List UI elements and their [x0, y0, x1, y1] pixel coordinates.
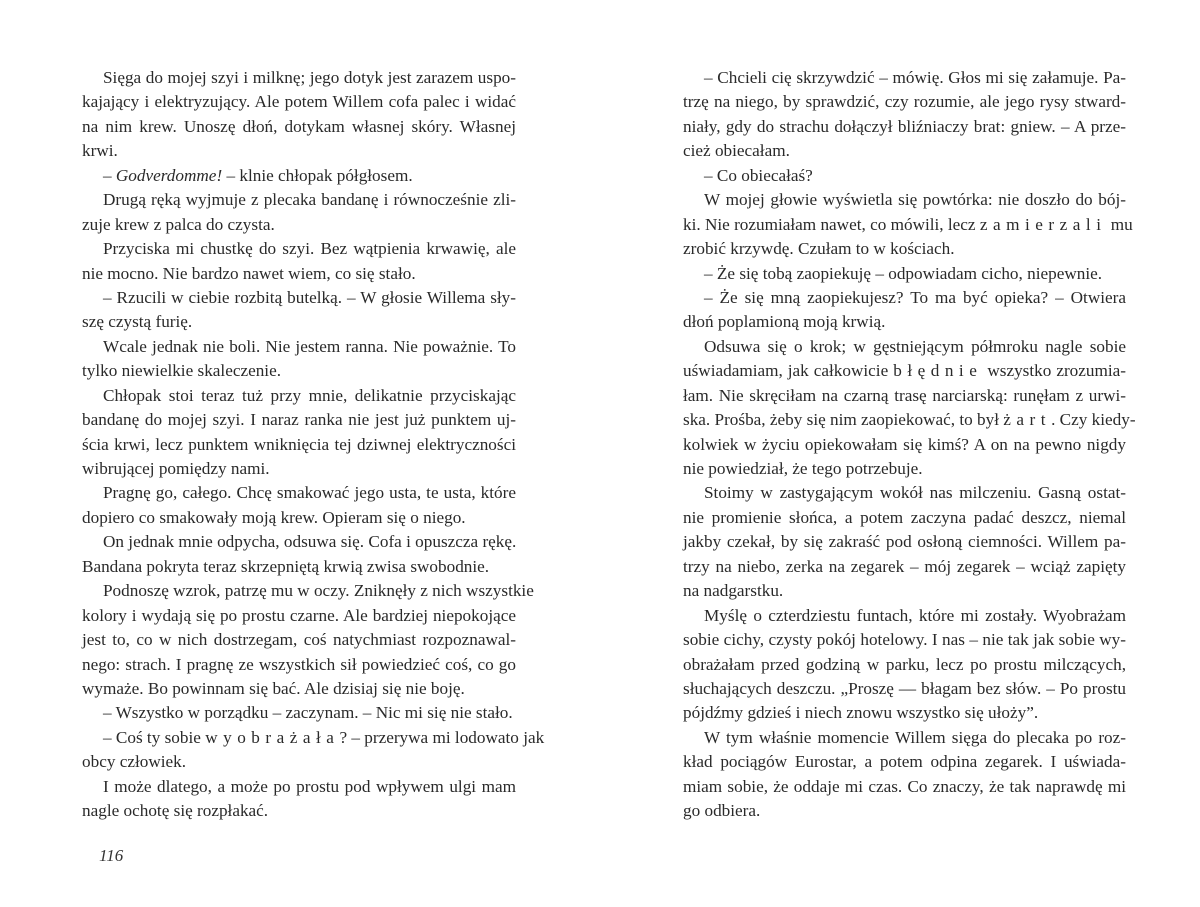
text-segment: kolory i wydają się po prostu czarne. Ale bardziej niepokojące: [82, 605, 516, 625]
text-segment: dłoń poplamioną moją krwią.: [683, 312, 886, 332]
text-line: [82, 677, 516, 701]
text-line: [82, 653, 516, 677]
text-segment: łam. Nie skręciłam na czarną trasę narciarską: runęłam z urwi-: [683, 385, 1126, 405]
text-segment: . Czy kiedy-: [1051, 410, 1136, 430]
text-line: [82, 530, 516, 554]
text-segment: słuchających deszczu. „Proszę — błagam bez słów. – Po prostu: [683, 678, 1126, 698]
text-segment: – Co obiecałaś?: [704, 165, 813, 185]
text-line: [82, 262, 516, 286]
text-segment: – Rzucili w ciebie rozbitą butelką. – W głosie Willema sły-: [103, 287, 516, 307]
text-line: [683, 310, 1126, 334]
spaced-emphasis-text: wyobrażała: [205, 727, 340, 747]
text-line: [683, 530, 1126, 554]
text-line: [82, 726, 545, 750]
text-segment: szę czystą furię.: [82, 312, 193, 332]
text-segment: – Chcieli cię skrzywdzić – mówię. Głos mi się załamuje. Pa-: [704, 68, 1126, 87]
text-segment: Przyciska mi chustkę do szyi. Bez wątpienia krwawię, ale: [103, 239, 516, 259]
text-segment: Chłopak stoi teraz tuż przy mnie, delikatnie przyciskając: [103, 385, 516, 405]
text-segment: kład pociągów Eurostar, a potem odpina zegarek. I uświada-: [683, 752, 1126, 772]
text-line: [82, 164, 516, 188]
text-line: [82, 359, 516, 383]
text-line: [82, 384, 516, 408]
text-line: [683, 481, 1126, 505]
text-segment: zuje krew z palca do czysta.: [82, 214, 275, 234]
text-line: [82, 335, 516, 359]
text-line: [82, 66, 516, 90]
text-segment: nego: strach. I pragnę ze wszystkich sił powiedzieć coś, co go: [82, 654, 516, 674]
text-line: [82, 628, 516, 652]
text-line: [683, 555, 1126, 579]
text-segment: Stoimy w zastygającym wokół nas milczeniu. Gasną ostat-: [704, 483, 1126, 503]
text-line: [82, 408, 516, 432]
text-segment: ? – przerywa mi lodowato jak: [339, 727, 545, 747]
text-segment: obrażałam przed godziną w parku, lecz po prostu milczących,: [683, 654, 1126, 674]
text-line: [683, 384, 1126, 408]
text-line: [683, 213, 1133, 237]
text-segment: – klnie chłopak półgłosem.: [222, 165, 413, 185]
text-segment: – Wszystko w porządku – zaczynam. – Nic mi się nie stało.: [103, 703, 513, 723]
text-line: [683, 579, 1126, 603]
text-line: [683, 164, 1126, 188]
text-segment: W mojej głowie wyświetla się powtórka: nie doszło do bój-: [704, 190, 1126, 210]
text-line: [82, 90, 516, 114]
text-segment: Bandana pokryta teraz skrzepniętą krwią zwisa swobodnie.: [82, 556, 490, 576]
text-segment: – Coś ty sobie: [103, 727, 206, 747]
spaced-emphasis-text: żart: [1003, 410, 1052, 430]
text-segment: nie mocno. Nie bardzo nawet wiem, co się stało.: [82, 263, 416, 283]
text-segment: –: [103, 165, 116, 185]
text-line: [82, 701, 516, 725]
text-line: [683, 433, 1126, 457]
text-line: [683, 628, 1126, 652]
text-segment: miam sobie, że oddaje mi czas. Co znaczy, że tak naprawdę mi: [683, 776, 1126, 796]
text-line: [82, 237, 516, 261]
text-segment: Wcale jednak nie boli. Nie jestem ranna. Nie poważnie. To: [103, 336, 516, 356]
text-segment: I może dlatego, a może po prostu pod wpływem ulgi mam: [103, 776, 516, 796]
text-line: [683, 66, 1126, 90]
text-line: [82, 579, 534, 603]
text-line: [82, 433, 516, 457]
text-segment: wibrującej pomiędzy nami.: [82, 459, 270, 478]
text-line: [683, 359, 1126, 383]
text-segment: nagle ochotę się rozpłakać.: [82, 801, 269, 821]
text-segment: cież obiecałam.: [683, 141, 790, 161]
text-line: [683, 90, 1126, 114]
text-line: [683, 799, 1126, 823]
text-line: [683, 262, 1126, 286]
text-segment: zrobić krzywdę. Czułam to w kościach.: [683, 239, 955, 259]
text-line: [683, 335, 1126, 359]
text-segment: trzę na niego, by sprawdzić, czy rozumie, ale jego rysy stward-: [683, 92, 1126, 112]
text-line: [683, 139, 1126, 163]
text-line: [82, 188, 516, 212]
text-segment: Myślę o czterdziestu funtach, które mi zostały. Wyobrażam: [704, 605, 1126, 625]
left-page: [82, 66, 545, 824]
text-line: [82, 457, 516, 481]
spaced-emphasis-text: błędnie: [893, 361, 983, 381]
text-line: [82, 213, 516, 237]
text-segment: – Że się tobą zaopiekuję – odpowiadam cicho, niepewnie.: [704, 263, 1103, 283]
text-line: [683, 506, 1126, 530]
text-line: [82, 799, 516, 823]
text-segment: mu: [1106, 214, 1133, 234]
text-line: [82, 481, 516, 505]
text-segment: kajający i elektryzujący. Ale potem Willem cofa palec i widać: [82, 92, 516, 112]
text-segment: niały, gdy do strachu dołączył bliźniaczy brat: gniew. – A prze-: [683, 116, 1126, 136]
text-segment: jest to, co w nich dostrzegam, coś natychmiast rozpoznawal-: [82, 630, 516, 650]
text-line: [683, 750, 1126, 774]
text-line: [683, 653, 1126, 677]
italic-text: Godverdomme!: [115, 165, 223, 185]
text-segment: ska. Prośba, żeby się nim zaopiekować, to był: [683, 410, 1004, 430]
page-number: 116: [99, 846, 124, 865]
text-line: [683, 115, 1126, 139]
text-segment: Podnoszę wzrok, patrzę mu w oczy. Zniknęły z nich wszystkie: [103, 581, 534, 601]
text-segment: W tym właśnie momencie Willem sięga do plecaka po roz-: [704, 727, 1126, 747]
text-line: [683, 237, 1126, 261]
text-segment: On jednak mnie odpycha, odsuwa się. Cofa i opuszcza rękę.: [103, 532, 517, 552]
text-line: [683, 188, 1126, 212]
text-segment: nie powiedział, że tego potrzebuje.: [683, 459, 923, 478]
text-line: [683, 408, 1136, 432]
text-segment: uświadamiam, jak całkowicie: [683, 361, 894, 381]
text-segment: na nim krew. Unoszę dłoń, dotykam własnej skóry. Własnej: [82, 116, 516, 136]
text-segment: dopiero co smakowały moją krew. Opieram się o niego.: [82, 507, 466, 527]
text-line: [82, 750, 516, 774]
text-segment: jakby czekał, by się zakraść pod osłoną ciemności. Willem pa-: [683, 532, 1126, 552]
text-line: [683, 775, 1126, 799]
text-line: [683, 286, 1126, 310]
text-line: [683, 677, 1126, 701]
text-line: [82, 775, 516, 799]
text-segment: Sięga do mojej szyi i milknę; jego dotyk jest zarazem uspo-: [103, 68, 516, 87]
text-segment: – Że się mną zaopiekujesz? To ma być opieka? – Otwiera: [704, 287, 1126, 307]
text-segment: pójdźmy gdzieś i niech znowu wszystko się ułoży”.: [683, 703, 1039, 723]
text-line: [82, 115, 516, 139]
text-segment: go odbiera.: [683, 801, 761, 821]
text-line: [683, 604, 1126, 628]
text-line: [683, 726, 1126, 750]
text-line: [82, 506, 516, 530]
text-segment: Odsuwa się o krok; w gęstniejącym półmroku nagle sobie: [704, 336, 1126, 356]
text-segment: ścia krwi, lecz punktem wniknięcia tej dziwnej elektryczności: [82, 434, 516, 454]
text-line: [82, 310, 516, 334]
text-segment: wszystko zrozumia-: [982, 361, 1126, 381]
text-segment: trzy na niebo, zerka na zegarek – mój zegarek – wciąż zapięty: [683, 556, 1126, 576]
text-line: [82, 555, 516, 579]
text-segment: sobie cichy, czysty pokój hotelowy. I nas – nie tak jak sobie wy-: [683, 630, 1126, 650]
right-page: [683, 66, 1136, 824]
text-segment: krwi.: [82, 141, 118, 161]
text-line: [683, 701, 1126, 725]
text-segment: kolwiek w życiu opiekowałam się kimś? A on na pewno nigdy: [683, 434, 1126, 454]
text-line: [82, 604, 516, 628]
text-segment: wymaże. Bo powinnam się bać. Ale dzisiaj się nie boję.: [82, 678, 465, 698]
spaced-emphasis-text: zamierzali: [979, 214, 1107, 234]
text-segment: ki. Nie rozumiałam nawet, co mówili, lecz: [683, 214, 980, 234]
text-segment: bandanę do mojej szyi. I naraz ranka nie jest już punktem uj-: [82, 410, 516, 430]
text-line: [82, 139, 516, 163]
text-segment: nie promienie słońca, a potem zaczyna padać deszcz, niemal: [683, 507, 1126, 527]
text-line: [82, 286, 516, 310]
text-segment: tylko niewielkie skaleczenie.: [82, 361, 282, 381]
text-segment: obcy człowiek.: [82, 752, 187, 772]
text-segment: Pragnę go, całego. Chcę smakować jego usta, te usta, które: [103, 483, 516, 503]
text-segment: na nadgarstku.: [683, 581, 784, 601]
text-segment: Drugą ręką wyjmuje z plecaka bandanę i równocześnie zli-: [103, 190, 516, 210]
text-line: [683, 457, 1126, 481]
